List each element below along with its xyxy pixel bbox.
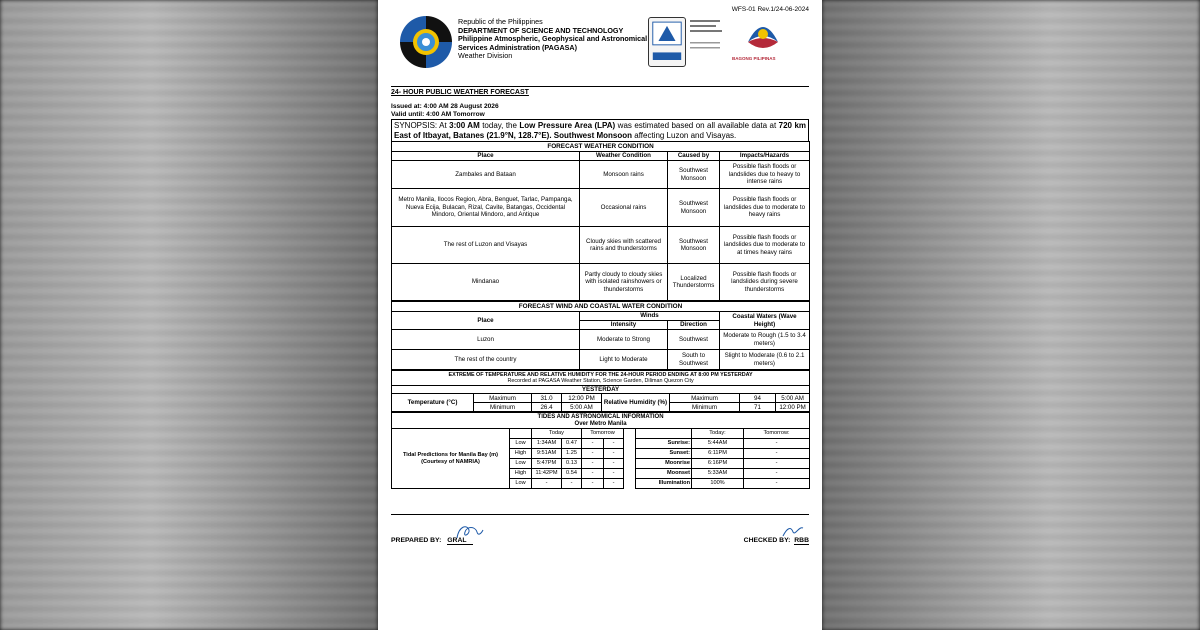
direction-cell: Southwest [668,330,720,350]
place-cell: Metro Manila, Ilocos Region, Abra, Benguet, Tarlac, Pampanga, Nueva Ecija, Bulacan, Rizal, Cavite, Batangas, Occidental Mindoro, Oriental Mindoro, and Antique [392,189,580,227]
synopsis-bold-3: 720 km East of Itbayat, Batanes (21.9°N, 128.7°E). Southwest Monsoon [394,121,807,140]
tide-tomorrow-time: - [582,459,604,469]
place-cell: Mindanao [392,264,580,301]
tide-spacer [624,429,636,439]
astro-today: 5:33AM [692,469,744,479]
document-header [378,0,822,80]
rh-min-label: Minimum [670,403,740,412]
blurred-background-right [822,0,1200,630]
tide-tomorrow-time: - [582,479,604,489]
direction-cell: South to Southwest [668,350,720,370]
synopsis-text-2: today, the [479,121,520,130]
astro-label: Illumination [636,479,692,489]
table-row [392,161,810,189]
tide-type-header [510,429,532,439]
wind-coastal-section-title: FORECAST WIND AND COASTAL WATER CONDITION [392,302,810,312]
intensity-cell: Light to Moderate [580,350,668,370]
blurred-background-left [0,0,378,630]
tide-tomorrow-value: - [604,459,624,469]
coastal-cell: Slight to Moderate (0.6 to 2.1 meters) [720,350,810,370]
condition-cell: Occasional rains [580,189,668,227]
tidal-predictions-label: Tidal Predictions for Manila Bay (m) (Courtesy of NAMRIA) [392,429,510,489]
agency-line-republic: Republic of the Philippines [458,17,543,26]
header-impacts: Impacts/Hazards [720,152,810,161]
astro-today: 5:44AM [692,439,744,449]
agency-line-pagasa: Philippine Atmospheric, Geophysical and Astronomical [458,34,648,44]
table-row [392,189,810,227]
tides-subtitle: Over Metro Manila [574,420,627,427]
relative-humidity-label: Relative Humidity (%) [602,394,670,412]
header-caused-by: Caused by [668,152,720,161]
checked-by-name: RBB [794,537,809,544]
document-code: WFS-01 Rev.1/24-06-2024 [731,6,809,13]
tide-today-value: 0.47 [562,439,582,449]
place-cell: The rest of Luzon and Visayas [392,227,580,264]
tide-today-time: 1:34AM [532,439,562,449]
tide-spacer [624,449,636,459]
synopsis-text-3: was estimated based on all available data at [615,121,779,130]
wind-coastal-table [391,301,810,370]
astro-today: 100% [692,479,744,489]
tide-type: High [510,449,532,459]
condition-cell: Cloudy skies with scattered rains and thunderstorms [580,227,668,264]
intensity-cell: Moderate to Strong [580,330,668,350]
weather-condition-table [391,141,810,301]
astro-tomorrow-header: Tomorrow: [744,429,810,439]
forecast-title: 24- HOUR PUBLIC WEATHER FORECAST [391,86,809,98]
tide-type: Low [510,459,532,469]
valid-line: Valid until: 4:00 AM Tomorrow [391,111,485,118]
astro-tomorrow: - [744,459,810,469]
condition-cell: Monsoon rains [580,161,668,189]
condition-cell: Partly cloudy to cloudy skies with isolated rainshowers or thunderstorms [580,264,668,301]
tide-tomorrow-value: - [604,469,624,479]
astro-today: 6:11PM [692,449,744,459]
astro-label: Moonset [636,469,692,479]
cause-cell: Southwest Monsoon [668,161,720,189]
tides-heading [392,413,810,429]
astro-today-header: Today: [692,429,744,439]
signature-block [391,514,809,554]
weather-condition-section-title: FORECAST WEATHER CONDITION [392,142,810,152]
header-intensity: Intensity [580,321,668,330]
header-place: Place [392,312,580,330]
temp-min-label: Minimum [474,403,532,412]
impact-cell: Possible flash floods or landslides due to heavy to intense rains [720,161,810,189]
rh-max-label: Maximum [670,394,740,403]
cause-cell: Southwest Monsoon [668,227,720,264]
tide-type: High [510,469,532,479]
impact-cell: Possible flash floods or landslides due to moderate to at times heavy rains [720,227,810,264]
cause-cell: Southwest Monsoon [668,189,720,227]
tide-tomorrow-time: - [582,439,604,449]
rh-min-time: 12:00 PM [776,403,810,412]
synopsis-paragraph [391,119,809,141]
temp-min-value: 26.4 [532,403,562,412]
tide-today-value: 0.54 [562,469,582,479]
table-row [392,350,810,370]
header-weather-condition: Weather Condition [580,152,668,161]
place-cell: Zambales and Bataan [392,161,580,189]
coastal-cell: Moderate to Rough (1.5 to 3.4 meters) [720,330,810,350]
signature-divider [391,514,809,515]
yesterday-label: YESTERDAY [392,386,810,394]
astro-today: 6:16PM [692,459,744,469]
tide-today-header: Today [532,429,582,439]
temp-max-value: 31.0 [532,394,562,403]
table-row [392,264,810,301]
tide-type: Low [510,479,532,489]
tide-today-time: 9:51AM [532,449,562,459]
astro-label: Sunrise: [636,439,692,449]
impact-cell: Possible flash floods or landslides due to moderate to heavy rains [720,189,810,227]
agency-line-pagasa-2: Services Administration (PAGASA) [458,42,578,52]
agency-block [458,18,647,61]
astro-label-header [636,429,692,439]
tide-tomorrow-value: - [604,439,624,449]
astro-tomorrow: - [744,439,810,449]
header-coastal-waters: Coastal Waters (Wave Height) [720,312,810,330]
cause-cell: Localized Thunderstorms [668,264,720,301]
impact-cell: Possible flash floods or landslides during severe thunderstorms [720,264,810,301]
tide-today-time: - [532,479,562,489]
temp-max-time: 12:00 PM [562,394,602,403]
synopsis-bold-1: 3:00 AM [449,121,480,130]
temp-min-time: 5:00 AM [562,403,602,412]
synopsis-text-4: affecting Luzon and Visayas. [632,130,737,140]
header-direction: Direction [668,321,720,330]
agency-line-division: Weather Division [458,51,513,61]
tide-type: Low [510,439,532,449]
rh-min-value: 71 [740,403,776,412]
extremes-heading [392,371,810,386]
tide-tomorrow-value: - [604,479,624,489]
bagong-pilipinas-logo-icon [740,16,786,56]
extremes-table [391,370,810,412]
tide-today-time: 5:47PM [532,459,562,469]
certification-text-icon [690,18,732,60]
astro-tomorrow: - [744,449,810,459]
tides-title: TIDES AND ASTRONOMICAL INFORMATION [537,413,664,420]
document-body [391,86,809,489]
tide-today-value: - [562,479,582,489]
extremes-title: EXTREME OF TEMPERATURE AND RELATIVE HUMIDITY FOR THE 24-HOUR PERIOD ENDING AT 8:00 PM YESTERDAY [448,371,753,378]
tide-spacer [624,459,636,469]
checked-signature-icon [781,522,805,540]
place-cell: The rest of the country [392,350,580,370]
rh-max-time: 5:00 AM [776,394,810,403]
table-row [392,330,810,350]
tides-table [391,412,810,489]
astro-tomorrow: - [744,469,810,479]
place-cell: Luzon [392,330,580,350]
temp-max-label: Maximum [474,394,532,403]
prepared-by-name: GRAL [447,537,473,545]
tide-today-value: 0.13 [562,459,582,469]
certification-badge-icon [648,17,686,67]
tide-spacer [624,439,636,449]
rh-max-value: 94 [740,394,776,403]
tide-tomorrow-value: - [604,449,624,459]
forecast-document [378,0,822,630]
prepared-by-label: PREPARED BY: [391,537,442,544]
tide-tomorrow-header: Tomorrow [582,429,624,439]
astro-label: Moonrise [636,459,692,469]
tide-tomorrow-time: - [582,449,604,459]
checked-by-label: CHECKED BY: [743,537,791,544]
synopsis-text-1: SYNOPSIS: At [394,121,450,130]
synopsis-bold-2: Low Pressure Area (LPA) [519,121,616,130]
tide-today-time: 11:42PM [532,469,562,479]
tide-today-value: 1.25 [562,449,582,459]
issued-line: Issued at: 4:00 AM 28 August 2026 [391,103,499,110]
extremes-subtitle: Recorded at PAGASA Weather Station, Science Garden, Diliman Quezon City [507,378,694,384]
header-winds: Winds [580,312,720,321]
astro-label: Sunset: [636,449,692,459]
header-place: Place [392,152,580,161]
tide-spacer [624,469,636,479]
prepared-signature-icon [453,522,487,544]
tide-spacer [624,479,636,489]
tide-tomorrow-time: - [582,469,604,479]
agency-line-dost: DEPARTMENT OF SCIENCE AND TECHNOLOGY [458,25,624,35]
table-row [392,227,810,264]
pagasa-logo-icon [398,14,454,70]
temperature-label: Temperature (°C) [392,394,474,412]
bagong-pilipinas-label: BAGONG PILIPINAS [732,56,776,61]
astro-tomorrow: - [744,479,810,489]
